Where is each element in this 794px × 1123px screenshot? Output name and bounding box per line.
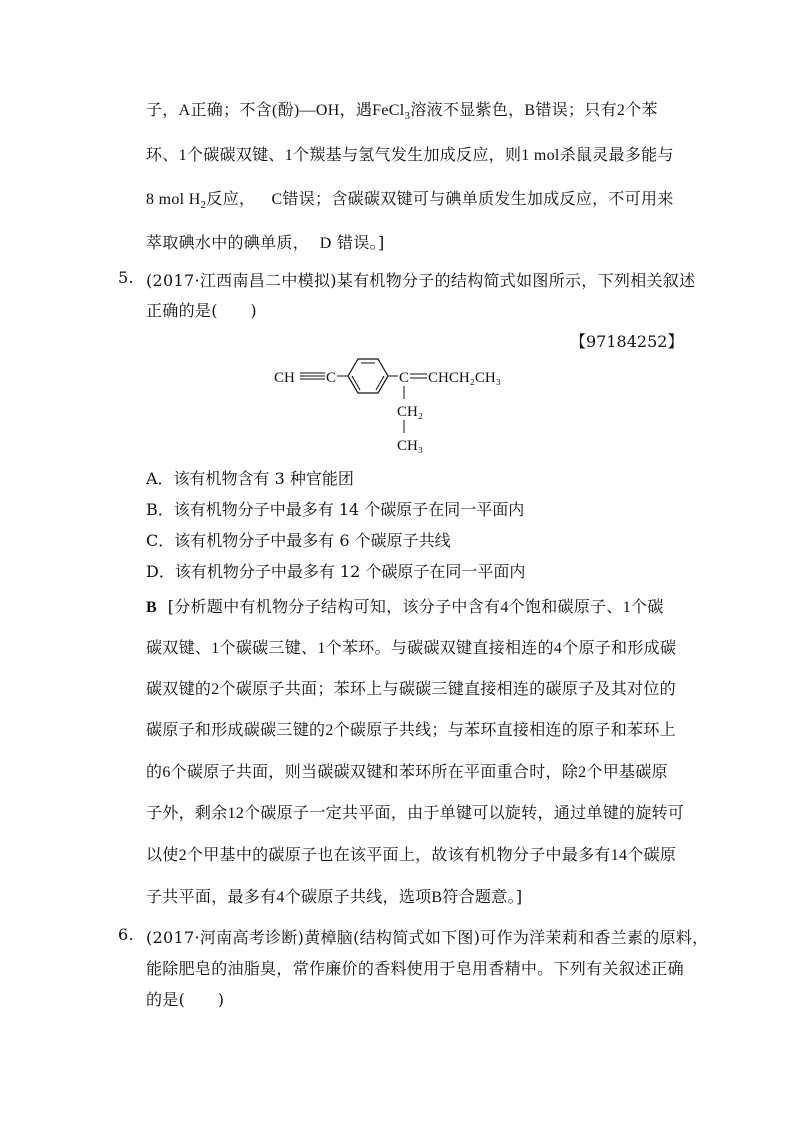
text: 6 [162, 764, 171, 781]
text: 个碳碳三键、 [219, 638, 318, 657]
prev-answer-line-3 [146, 186, 674, 211]
text: 2 [325, 722, 334, 739]
text: 个碳原子一定共平面，由于单键可以旋转，通过单键的旋转可 [244, 803, 685, 822]
prev-answer-line-1 [146, 97, 658, 122]
text: 个碳原子共线；与苯环直接相连的原子和苯环上 [333, 720, 676, 739]
question-6-line-1: (2017·河南高考诊断)黄樟脑(结构简式如下图)可作为洋茉莉和香兰素的原料， [146, 928, 709, 947]
answer-line-2 [146, 635, 676, 658]
text: 子外，剩余 [146, 803, 228, 822]
option-c: C．该有机物分子中最多有 6 个碳原子共线 [146, 531, 451, 550]
text: 个苯环。与碳碳双键直接相连的 [325, 638, 554, 657]
answer-line-1 [146, 594, 664, 617]
text: 个碳原子共线，选项 [284, 887, 432, 906]
text: 个碳原子共面，则当碳碳双键和苯环所在平面重合时，除 [170, 762, 579, 781]
text: 碳原子和形成碳碳三键的 [146, 720, 326, 739]
text: 个甲基碳原 [586, 762, 668, 781]
answer-line-6 [146, 800, 684, 823]
text: 2 [616, 102, 626, 119]
text: 个甲基中的碳原子也在该平面上，故该有机物分子中最多有 [186, 845, 611, 864]
text: 环、 [146, 145, 179, 164]
ring-double-bond [352, 376, 360, 390]
text: 个苯 [625, 100, 658, 119]
text: 溶液不显紫色， [410, 100, 525, 119]
text: [分析题中有机物分子结构可知，该分子中含有 [167, 597, 501, 616]
text: (酚)—OH [271, 102, 340, 119]
text: D [319, 235, 332, 252]
text: 4 [276, 889, 285, 906]
text: 符合题意。] [442, 887, 523, 906]
text: 个原子和形成碳 [562, 638, 677, 657]
text: FeCl [372, 102, 405, 119]
structure-label-c: C [326, 370, 337, 386]
benzene-ring [348, 359, 388, 393]
text: 个碳原 [627, 845, 677, 864]
text: 个碳原子共面；苯环上与碳碳三键直接相连的碳原子及其对位的 [219, 679, 676, 698]
text: 杀鼠灵最多能与 [559, 145, 674, 164]
text: 2 [578, 764, 587, 781]
question-5-stem-line-1: (2017·江西南昌二中模拟)某有机物分子的结构简式如图所示，下列相关叙述 [146, 271, 696, 290]
text: 正确；不含 [190, 100, 272, 119]
structure-label-ch3: CH₃ [397, 438, 424, 454]
text: 1 [622, 599, 632, 616]
text: 1 mol [521, 147, 560, 164]
text: 碳双键、 [146, 638, 212, 657]
prev-answer-line-4 [146, 230, 385, 253]
text: A [178, 102, 191, 119]
text: 反应， [206, 189, 256, 208]
answer-line-8 [146, 884, 522, 907]
text: 错误。] [337, 233, 385, 252]
text: 个碳 [631, 597, 664, 616]
question-6-line-2: 能除肥皂的油脂臭，常作廉价的香料使用于皂用香精中。下列有关叙述正确 [146, 959, 684, 978]
text: 萃取碘水中的碘单质， [146, 233, 310, 252]
text: 8 mol H [146, 191, 201, 208]
answer-line-4 [146, 717, 676, 740]
option-a: A．该有机物含有 3 种官能团 [146, 469, 354, 488]
answer-letter: B [146, 599, 157, 616]
question-5-stem-line-2: 正确的是( ) [146, 301, 257, 320]
structural-formula-q5 [270, 355, 570, 455]
text: B [431, 889, 443, 906]
text: 个羰基与氢气发生加成反应，则 [293, 145, 522, 164]
text: 1 [284, 147, 294, 164]
text: 12 [227, 805, 245, 822]
text: B [524, 102, 536, 119]
text: 4 [553, 640, 563, 657]
text: C [271, 191, 283, 208]
question-5-number: 5. [118, 268, 134, 287]
text: 错误；只有 [535, 100, 617, 119]
option-b: B．该有机物分子中最多有 14 个碳原子在同一平面内 [146, 500, 525, 519]
answer-line-5 [146, 759, 668, 782]
structure-label-c2: C [399, 370, 410, 386]
answer-line-7 [146, 842, 676, 865]
text: 14 [610, 847, 628, 864]
subscript: 3 [404, 110, 411, 122]
question-6-line-3: 的是( ) [146, 990, 225, 1009]
question-6-number: 6. [118, 925, 134, 944]
structure-label-ch2: CH₂ [397, 404, 424, 420]
text: 1 [178, 147, 187, 164]
text: 个饱和碳原子、 [508, 597, 623, 616]
text: ，遇 [339, 100, 373, 119]
structure-label-ch: CH [274, 370, 295, 386]
question-code: 【97184252】 [570, 332, 684, 351]
text: 子共平面，最多有 [146, 887, 277, 906]
text: 2 [178, 847, 187, 864]
subscript: 2 [200, 199, 207, 211]
text: 2 [211, 681, 220, 698]
answer-line-3 [146, 676, 676, 699]
text: 1 [211, 640, 220, 657]
text: 1 [317, 640, 326, 657]
text: 以使 [146, 845, 179, 864]
text: 错误；含碳碳双键可与碘单质发生加成反应，不可用来 [282, 189, 674, 208]
prev-answer-line-2 [146, 142, 674, 165]
text: 个碳碳双键、 [186, 145, 285, 164]
structure-label-chain: CHCH₂CH₃ [428, 370, 501, 386]
text: 碳双键的 [146, 679, 212, 698]
option-d: D．该有机物分子中最多有 12 个碳原子在同一平面内 [146, 562, 526, 581]
ring-double-bond [376, 376, 384, 390]
text: 的 [146, 762, 163, 781]
text: 4 [500, 599, 509, 616]
text: 子， [146, 100, 179, 119]
